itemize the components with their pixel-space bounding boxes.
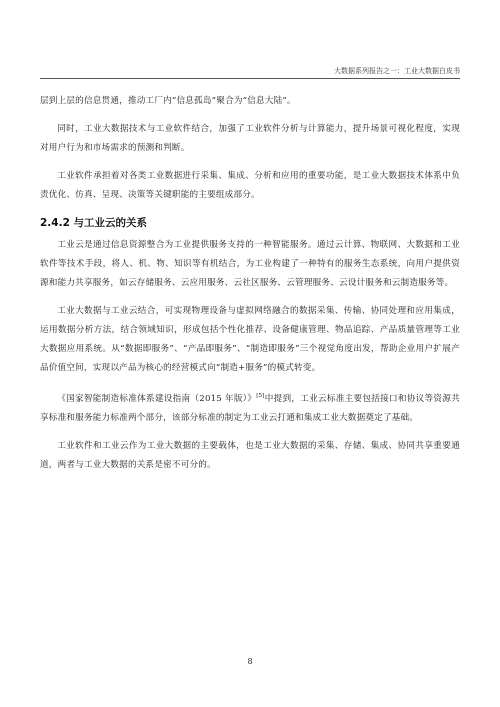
paragraph: 工业软件承担着对各类工业数据进行采集、集成、分析和应用的重要功能，是工业大数据技术体系中负责优化、仿真、呈现、决策等关键职能的主要组成部分。	[40, 171, 460, 200]
section-heading: 2.4.2 与工业云的关系	[40, 217, 148, 229]
paragraph-with-citation	[40, 387, 460, 428]
cited-title: 《国家智能制造标准体系建设指南（2015 年版）》	[57, 394, 257, 404]
paragraph-continued: 层到上层的信息贯通，推动工厂内“信息孤岛”聚合为“信息大陆”。	[40, 96, 296, 106]
paragraph: 工业云是通过信息资源整合为工业提供服务支持的一种智能服务。通过云计算、物联网、大数据和工业软件等技术手段，将人、机、物、知识等有机结合，为工业构建了一种特有的服务生态系统，向用户提供资源和能力共享服务，如云存储服务、云应用服务、云社区服务、云管理服务、云设计服务和云制造服务等。	[40, 240, 460, 288]
paragraph: 同时，工业大数据技术与工业软件结合，加强了工业软件分析与计算能力，提升场景可视化程度，实现对用户行为和市场需求的预测和判断。	[40, 124, 460, 153]
paragraph: 工业大数据与工业云结合，可实现物理设备与虚拟网络融合的数据采集、传输、协同处理和应用集成，运用数据分析方法，结合领域知识，形成包括个性化推荐、设备健康管理、物品追踪、产品质量管理等工业大数据应用系统。从“数据即服务”、“产品即服务”、“制造即服务”三个视觉角度出发，帮助企业用户扩展产品价值空间，实现以产品为核心的经营模式向“制造+服务”的模式转变。	[40, 306, 460, 373]
page-number: 8	[247, 657, 253, 666]
citation-reference: [5]	[256, 393, 265, 399]
header-divider	[40, 78, 460, 79]
page-body	[40, 92, 460, 484]
paragraph-text: 中提到，工业云标准主要包括接口和协议等资源共享标准和服务能力标准两个部分，该部分标准的制定为工业云打通和集成工业大数据奠定了基础。	[40, 394, 460, 423]
running-header: 大数据系列报告之一：工业大数据白皮书	[334, 67, 460, 75]
paragraph: 工业软件和工业云作为工业大数据的主要载体，也是工业大数据的采集、存储、集成、协同共享重要通道，两者与工业大数据的关系是密不可分的。	[40, 441, 460, 470]
